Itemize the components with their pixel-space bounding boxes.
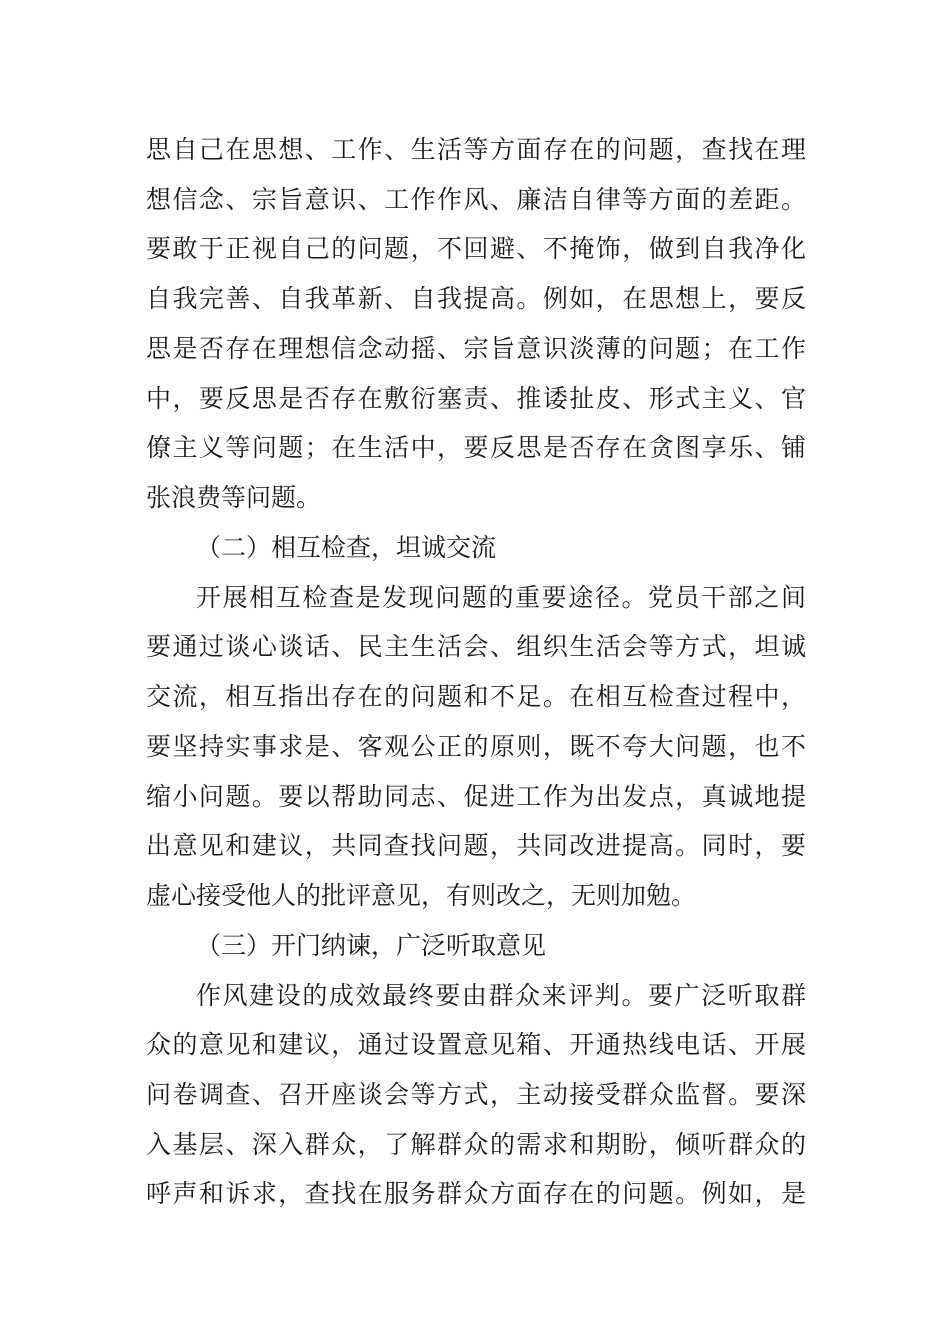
text-line: 出意见和建议，共同查找问题，共同改进提高。同时，要 <box>146 831 806 860</box>
text-line: 虚心接受他人的批评意见，有则改之，无则加勉。 <box>146 881 697 910</box>
text-line: 僚主义等问题；在生活中，要反思是否存在贪图享乐、铺 <box>146 433 806 462</box>
text-line: 问卷调查、召开座谈会等方式，主动接受群众监督。要深 <box>146 1080 806 1109</box>
text-line: 思是否存在理想信念动摇、宗旨意识淡薄的问题；在工作 <box>146 334 806 363</box>
text-line: 交流，相互指出存在的问题和不足。在相互检查过程中， <box>146 682 806 711</box>
text-line: 中，要反思是否存在敷衍塞责、推诿扯皮、形式主义、官 <box>146 384 806 413</box>
paragraph-first-line: 作风建设的成效最终要由群众来评判。要广泛听取群 <box>196 981 806 1010</box>
text-line: 想信念、宗旨意识、工作作风、廉洁自律等方面的差距。 <box>146 185 806 214</box>
text-line: 众的意见和建议，通过设置意见箱、开通热线电话、开展 <box>146 1030 806 1059</box>
text-line: 自我完善、自我革新、自我提高。例如，在思想上，要反 <box>146 284 806 313</box>
text-line: 缩小问题。要以帮助同志、促进工作为出发点，真诚地提 <box>146 782 806 811</box>
paragraph-first-line: 开展相互检查是发现问题的重要途径。党员干部之间 <box>196 583 806 612</box>
text-line: 要坚持实事求是、客观公正的原则，既不夸大问题，也不 <box>146 732 806 761</box>
text-line: 呼声和诉求，查找在服务群众方面存在的问题。例如，是 <box>146 1179 806 1208</box>
text-line: 要敢于正视自己的问题，不回避、不掩饰，做到自我净化 <box>146 234 806 263</box>
section-heading: （三）开门纳谏，广泛听取意见 <box>196 931 547 960</box>
text-line: 张浪费等问题。 <box>146 483 322 512</box>
text-line: 思自己在思想、工作、生活等方面存在的问题，查找在理 <box>146 135 806 164</box>
section-heading: （二）相互检查，坦诚交流 <box>196 533 497 562</box>
text-line: 要通过谈心谈话、民主生活会、组织生活会等方式，坦诚 <box>146 632 806 661</box>
text-line: 入基层、深入群众，了解群众的需求和期盼，倾听群众的 <box>146 1130 806 1159</box>
